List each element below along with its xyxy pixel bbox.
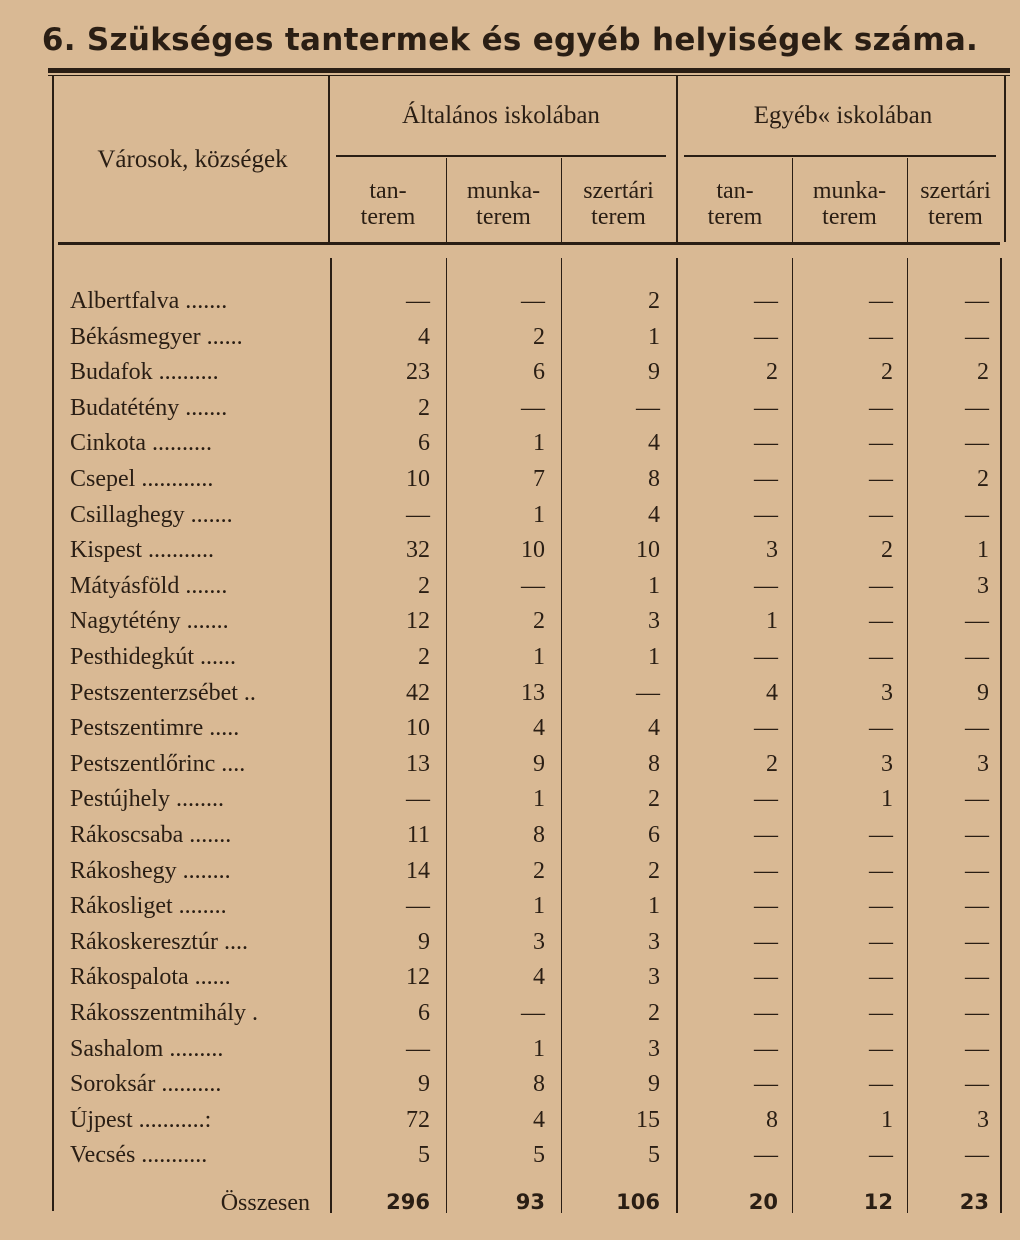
- cell-general-storeroom: 2: [648, 288, 660, 314]
- city-name: Sashalom .........: [70, 1035, 224, 1062]
- cell-general-workroom: 3: [533, 928, 545, 955]
- cell-other-classroom: 8: [766, 1106, 778, 1133]
- cell-general-workroom: 93: [515, 1190, 545, 1214]
- cell-other-workroom: —: [869, 857, 893, 884]
- total-row: [0, 1190, 1020, 1226]
- city-name: Újpest ...........:: [70, 1106, 212, 1133]
- cell-general-storeroom: 5: [648, 1142, 660, 1169]
- cell-general-classroom: 32: [406, 537, 430, 564]
- cell-other-storeroom: 3: [977, 750, 989, 777]
- header-bottom-rule: [58, 242, 1000, 245]
- cell-general-workroom: 1: [533, 893, 545, 920]
- cell-general-workroom: 4: [533, 964, 545, 991]
- cell-other-classroom: 1: [766, 608, 778, 635]
- cell-general-classroom: 12: [406, 608, 430, 635]
- cell-other-storeroom: —: [965, 608, 989, 635]
- cell-general-classroom: 13: [406, 750, 430, 777]
- cell-other-workroom: —: [869, 430, 893, 457]
- cell-general-workroom: 9: [533, 750, 545, 777]
- table-row: [0, 1142, 1020, 1178]
- cell-other-classroom: —: [754, 430, 778, 457]
- table-row: [0, 644, 1020, 680]
- cell-other-workroom: —: [869, 822, 893, 848]
- table-row: [0, 537, 1020, 573]
- cell-general-storeroom: 9: [648, 1071, 660, 1098]
- cell-other-classroom: —: [754, 501, 778, 528]
- cell-general-classroom: 4: [418, 323, 430, 350]
- cell-other-classroom: —: [754, 394, 778, 421]
- cell-other-storeroom: 2: [977, 359, 989, 386]
- cell-general-storeroom: 8: [648, 466, 660, 492]
- subheader-workroom-1: [446, 178, 561, 230]
- city-name: Békásmegyer ......: [70, 323, 243, 350]
- cell-general-workroom: —: [521, 1000, 545, 1026]
- table-row: [0, 822, 1020, 858]
- subheader-line: terem: [360, 204, 416, 230]
- cell-other-classroom: 2: [766, 750, 778, 777]
- cell-other-classroom: —: [754, 964, 778, 991]
- right-border-header: [1004, 76, 1006, 242]
- table-row: [0, 288, 1020, 324]
- cell-general-workroom: 8: [533, 822, 545, 848]
- cell-general-classroom: 9: [418, 1071, 430, 1098]
- subheader-line: tan-: [716, 178, 754, 204]
- city-name: Rákoscsaba .......: [70, 822, 232, 848]
- cell-other-classroom: —: [754, 893, 778, 920]
- subheader-line: szertári: [920, 178, 991, 204]
- cell-other-workroom: —: [869, 466, 893, 492]
- cell-general-storeroom: 4: [648, 715, 660, 742]
- city-name: Rákosszentmihály .: [70, 1000, 258, 1026]
- group1-underline: [336, 155, 666, 157]
- cell-other-workroom: —: [869, 928, 893, 955]
- cell-general-storeroom: 4: [648, 430, 660, 457]
- cell-general-workroom: —: [521, 572, 545, 599]
- subheader-classroom-2: [678, 178, 792, 230]
- cell-general-workroom: 7: [533, 466, 545, 492]
- cell-general-classroom: 6: [418, 430, 430, 457]
- city-name: Csillaghegy .......: [70, 501, 233, 528]
- top-rule: [48, 68, 1010, 73]
- cell-other-classroom: —: [754, 1142, 778, 1169]
- total-label: Összesen: [220, 1190, 310, 1216]
- cell-other-classroom: —: [754, 644, 778, 670]
- cell-general-classroom: 10: [406, 715, 430, 742]
- cell-other-workroom: 3: [881, 750, 893, 777]
- table-row: [0, 893, 1020, 929]
- city-name: Csepel ............: [70, 466, 214, 492]
- cell-other-workroom: 3: [881, 679, 893, 706]
- cell-general-classroom: 42: [406, 679, 430, 706]
- city-name: Pestszentimre .....: [70, 715, 240, 742]
- cell-general-classroom: 10: [406, 466, 430, 492]
- cell-general-classroom: —: [406, 288, 430, 314]
- table-row: [0, 1071, 1020, 1107]
- cell-general-storeroom: 1: [648, 572, 660, 599]
- cell-other-classroom: —: [754, 786, 778, 813]
- cell-other-storeroom: 2: [977, 466, 989, 492]
- cell-other-workroom: —: [869, 893, 893, 920]
- cell-other-workroom: —: [869, 501, 893, 528]
- table-row: [0, 964, 1020, 1000]
- cell-other-storeroom: 23: [959, 1190, 989, 1214]
- city-name: Cinkota ..........: [70, 430, 212, 457]
- top-rule-thin: [48, 75, 1010, 76]
- cell-general-storeroom: 1: [648, 323, 660, 350]
- cell-other-workroom: —: [869, 964, 893, 991]
- city-name: Pesthidegkút ......: [70, 644, 236, 670]
- cell-other-storeroom: —: [965, 394, 989, 421]
- cell-other-storeroom: —: [965, 893, 989, 920]
- cell-other-classroom: —: [754, 466, 778, 492]
- table-row: [0, 608, 1020, 644]
- cell-other-classroom: —: [754, 822, 778, 848]
- cell-other-storeroom: —: [965, 964, 989, 991]
- header-group-other: Egyéb« iskolában: [753, 102, 933, 129]
- cell-other-storeroom: —: [965, 1000, 989, 1026]
- cell-other-storeroom: —: [965, 822, 989, 848]
- cell-general-workroom: 2: [533, 608, 545, 635]
- city-name: Rákoshegy ........: [70, 857, 231, 884]
- city-name: Pestújhely ........: [70, 786, 224, 813]
- subheader-line: tan-: [369, 178, 407, 204]
- cell-other-storeroom: —: [965, 644, 989, 670]
- cell-other-classroom: —: [754, 1000, 778, 1026]
- cell-general-workroom: —: [521, 288, 545, 314]
- cell-general-classroom: 2: [418, 572, 430, 599]
- cell-general-storeroom: 3: [648, 964, 660, 991]
- cell-general-classroom: 23: [406, 359, 430, 386]
- subheader-line: terem: [707, 204, 763, 230]
- subheader-workroom-2: [792, 178, 907, 230]
- cell-other-classroom: —: [754, 288, 778, 314]
- cell-general-storeroom: 3: [648, 608, 660, 635]
- cell-general-workroom: 6: [533, 359, 545, 386]
- cell-general-classroom: 9: [418, 928, 430, 955]
- cell-general-classroom: 6: [418, 1000, 430, 1026]
- subheader-line: munka-: [466, 178, 541, 204]
- subheader-storeroom-1: [561, 178, 676, 230]
- cell-other-storeroom: —: [965, 1142, 989, 1169]
- cell-general-classroom: 72: [406, 1106, 430, 1133]
- cell-other-workroom: —: [869, 288, 893, 314]
- cell-general-workroom: 2: [533, 323, 545, 350]
- cell-other-workroom: —: [869, 1142, 893, 1169]
- city-name: Budatétény .......: [70, 394, 228, 421]
- subheader-line: terem: [476, 204, 531, 230]
- cell-other-workroom: —: [869, 394, 893, 421]
- table-row: [0, 573, 1020, 609]
- cell-other-classroom: —: [754, 928, 778, 955]
- subheader-line: munka-: [812, 178, 887, 204]
- cell-other-storeroom: —: [965, 928, 989, 955]
- cell-other-workroom: —: [869, 572, 893, 599]
- cell-other-storeroom: —: [965, 501, 989, 528]
- cell-other-workroom: —: [869, 323, 893, 350]
- cell-general-classroom: —: [406, 1035, 430, 1062]
- cell-other-storeroom: 3: [977, 572, 989, 599]
- cell-other-classroom: 2: [766, 359, 778, 386]
- cell-general-storeroom: 2: [648, 786, 660, 813]
- cell-other-workroom: 2: [881, 359, 893, 386]
- cell-other-workroom: —: [869, 608, 893, 635]
- cell-general-classroom: —: [406, 893, 430, 920]
- cell-general-workroom: 10: [521, 537, 545, 564]
- table-row: [0, 502, 1020, 538]
- city-name: Pestszenterzsébet ..: [70, 679, 256, 706]
- table-row: [0, 359, 1020, 395]
- cell-other-workroom: —: [869, 644, 893, 670]
- cell-other-classroom: —: [754, 323, 778, 350]
- city-name: Albertfalva .......: [70, 288, 228, 314]
- city-name: Mátyásföld .......: [70, 572, 228, 599]
- header-cities: Városok, községek: [97, 146, 288, 173]
- city-name: Rákoskeresztúr ....: [70, 928, 248, 955]
- cell-general-storeroom: 3: [648, 1035, 660, 1062]
- cell-general-classroom: 11: [406, 822, 430, 848]
- cell-general-workroom: 1: [533, 501, 545, 528]
- table-row: [0, 395, 1020, 431]
- table-row: [0, 715, 1020, 751]
- cell-general-workroom: 5: [533, 1142, 545, 1169]
- table-title: 6. Szükséges tantermek és egyéb helyiségek száma.: [41, 22, 979, 58]
- cell-other-classroom: —: [754, 715, 778, 742]
- table-row: [0, 786, 1020, 822]
- cell-general-classroom: 14: [406, 857, 430, 884]
- cell-general-storeroom: 15: [636, 1106, 660, 1133]
- city-name: Pestszentlőrinc ....: [70, 750, 246, 777]
- cell-general-storeroom: 2: [648, 857, 660, 884]
- city-name: Rákospalota ......: [70, 964, 231, 991]
- header-group-general: Általános iskolában: [402, 102, 600, 129]
- group2-underline: [684, 155, 996, 157]
- cell-general-storeroom: 2: [648, 1000, 660, 1026]
- cell-general-storeroom: 3: [648, 928, 660, 955]
- cell-general-workroom: 1: [533, 786, 545, 813]
- cell-general-workroom: —: [521, 394, 545, 421]
- cell-general-storeroom: —: [636, 394, 660, 421]
- cell-general-workroom: 1: [533, 1035, 545, 1062]
- table-row: [0, 430, 1020, 466]
- cell-general-workroom: 13: [521, 679, 545, 706]
- cell-general-storeroom: 8: [648, 750, 660, 777]
- table-row: [0, 1000, 1020, 1036]
- cell-other-workroom: 12: [863, 1190, 893, 1214]
- table-row: [0, 466, 1020, 502]
- cell-other-storeroom: —: [965, 786, 989, 813]
- cell-other-classroom: —: [754, 1071, 778, 1098]
- cell-general-workroom: 8: [533, 1071, 545, 1098]
- cell-other-classroom: 4: [766, 679, 778, 706]
- cell-other-workroom: —: [869, 715, 893, 742]
- cell-other-storeroom: —: [965, 323, 989, 350]
- cell-other-classroom: 20: [748, 1190, 778, 1214]
- cell-general-workroom: 4: [533, 1106, 545, 1133]
- city-name: Soroksár ..........: [70, 1071, 222, 1098]
- cell-other-classroom: 3: [766, 537, 778, 564]
- cell-general-classroom: 2: [418, 644, 430, 670]
- table-row: [0, 751, 1020, 787]
- cell-general-classroom: —: [406, 786, 430, 813]
- table-row: [0, 1107, 1020, 1143]
- cell-general-classroom: 12: [406, 964, 430, 991]
- table-row: [0, 858, 1020, 894]
- cell-general-workroom: 1: [533, 644, 545, 670]
- cell-other-workroom: 2: [881, 537, 893, 564]
- cell-general-storeroom: —: [636, 679, 660, 706]
- cell-general-classroom: 296: [386, 1190, 430, 1214]
- cell-other-storeroom: —: [965, 430, 989, 457]
- subheader-line: szertári: [583, 178, 654, 204]
- cell-general-classroom: 2: [418, 394, 430, 421]
- cell-other-storeroom: 9: [977, 679, 989, 706]
- subheader-line: terem: [928, 204, 983, 230]
- cell-other-workroom: —: [869, 1000, 893, 1026]
- cell-other-storeroom: 3: [977, 1106, 989, 1133]
- table-row: [0, 324, 1020, 360]
- city-name: Rákosliget ........: [70, 893, 227, 920]
- city-name: Budafok ..........: [70, 359, 219, 386]
- cell-general-workroom: 1: [533, 430, 545, 457]
- cell-general-workroom: 2: [533, 857, 545, 884]
- cell-other-storeroom: —: [965, 288, 989, 314]
- cell-other-workroom: 1: [881, 1106, 893, 1133]
- cell-general-storeroom: 1: [648, 893, 660, 920]
- cell-other-classroom: —: [754, 857, 778, 884]
- cell-other-workroom: —: [869, 1035, 893, 1062]
- table-row: [0, 680, 1020, 716]
- city-name: Nagytétény .......: [70, 608, 229, 635]
- cell-general-storeroom: 4: [648, 501, 660, 528]
- cell-general-storeroom: 6: [648, 822, 660, 848]
- table-row: [0, 929, 1020, 965]
- cell-general-classroom: —: [406, 501, 430, 528]
- city-name: Kispest ...........: [70, 537, 214, 564]
- subheader-storeroom-2: [907, 178, 1004, 230]
- cell-other-classroom: —: [754, 572, 778, 599]
- cell-other-storeroom: —: [965, 1071, 989, 1098]
- city-name: Vecsés ...........: [70, 1142, 208, 1169]
- cell-general-workroom: 4: [533, 715, 545, 742]
- cell-other-storeroom: —: [965, 715, 989, 742]
- subheader-line: terem: [822, 204, 877, 230]
- cell-other-workroom: 1: [881, 786, 893, 813]
- cell-other-workroom: —: [869, 1071, 893, 1098]
- cell-general-storeroom: 9: [648, 359, 660, 386]
- cell-other-storeroom: 1: [977, 537, 989, 564]
- cell-general-classroom: 5: [418, 1142, 430, 1169]
- subheader-line: terem: [591, 204, 646, 230]
- cell-other-classroom: —: [754, 1035, 778, 1062]
- cell-general-storeroom: 10: [636, 537, 660, 564]
- cell-general-storeroom: 1: [648, 644, 660, 670]
- subheader-classroom-1: [330, 178, 446, 230]
- table-row: [0, 1036, 1020, 1072]
- cell-other-storeroom: —: [965, 857, 989, 884]
- cell-general-storeroom: 106: [616, 1190, 660, 1214]
- cell-other-storeroom: —: [965, 1035, 989, 1062]
